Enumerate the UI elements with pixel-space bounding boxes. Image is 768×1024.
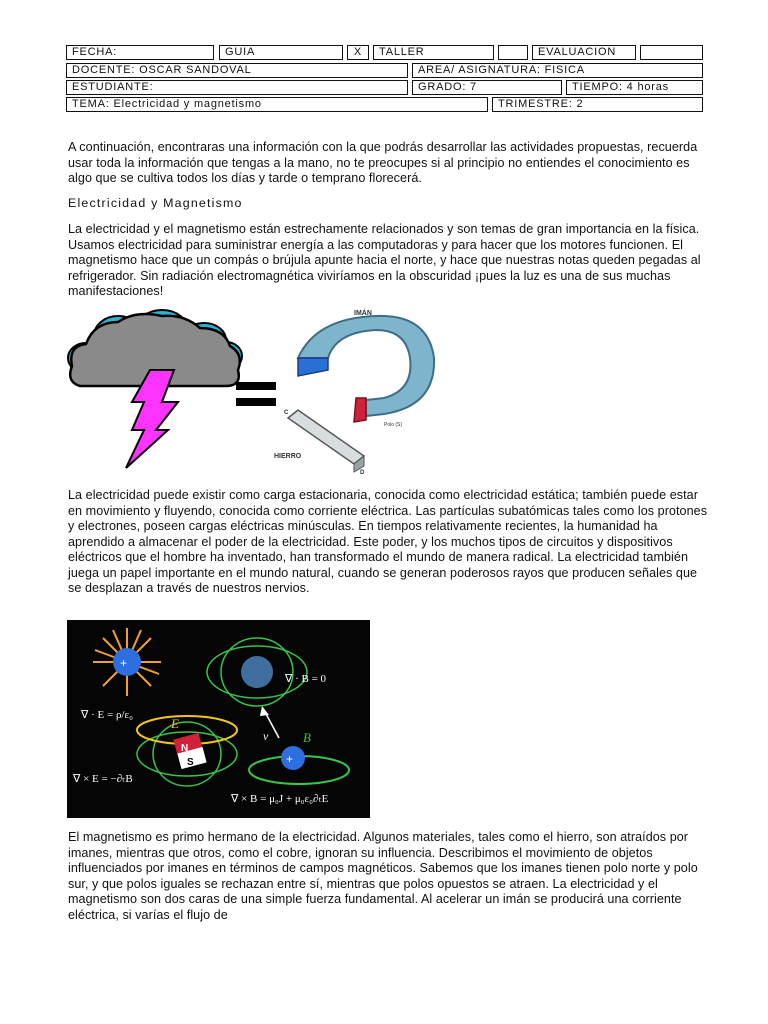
label-e: E [171,716,179,731]
tiempo-cell: TIEMPO: 4 horas [566,80,703,95]
paragraph-1: La electricidad y el magnetismo están estrechamente relacionados y son temas de gran importancia en la física. Usamos electricidad para suministrar energía a las computadoras y para hacer que los motores funcionen. El magnetismo hace que un compás o brújula apunte hacia el norte, y hace que nuestras notas queden pegadas al refrigerador. Sin radiación electromagnética viviríamos en la obscuridad ¡pues la luz es una de sus muchas manifestaciones! [68,222,701,298]
equation-curl-e: ∇ × E = −∂ₜB [73,773,133,785]
section-title: Electricidad y Magnetismo [68,196,243,210]
taller-cell: TALLER [373,45,494,60]
docente-cell: DOCENTE: OSCAR SANDOVAL [66,63,408,78]
intro-paragraph: A continuación, encontraras una información con la que podrás desarrollar las actividades propuestas, recuerda usar toda la información que tengas a la mano, no te preocupes si al principio no entiendes el conocimiento es algo que se cultiva todos los días y tarde o temprano florecerá. [68,140,698,185]
label-hierro: HIERRO [274,453,302,460]
paragraph-3: El magnetismo es primo hermano de la electricidad. Algunos materiales, tales como el hierro, son atraídos por imanes, mientras que otros, como el cobre, ignoran su influencia. Describimos el movimiento de objetos influenciados por imanes en términos de campos magnéticos. Sabemos que los imanes tienen polo norte y polo sur, y que polos iguales se rechazan entre sí, mientras que polos opuestos se atraen. La electricidad y el magnetismo son dos caras de una simple fuerza fundamental. Al acelerar un imán se producirá una corriente eléctrica, si varías el flujo de [68,830,698,922]
label-iman: IMÁN [354,310,372,317]
maxwell-equations-figure [67,620,370,818]
label-polo: Polo (S) [384,422,403,428]
label-s: S [187,757,194,768]
area-cell: AREA/ ASIGNATURA: FISICA [412,63,703,78]
equation-curl-b: ∇ × B = μ₀J + μ₀ε₀∂ₜE [231,793,329,805]
equation-div-b: ∇ · B = 0 [285,673,327,685]
evaluacion-cell: EVALUACION [532,45,636,60]
grado-cell: GRADO: 7 [412,80,562,95]
taller-mark-cell [498,45,528,60]
tema-cell: TEMA: Electricidad y magnetismo [66,97,488,112]
horseshoe-magnet-icon [298,316,434,422]
evaluacion-mark-cell [640,45,703,60]
guia-mark-cell: X [347,45,369,60]
label-b: B [303,730,311,745]
fecha-cell: FECHA: [66,45,214,60]
svg-text:+: + [286,752,294,766]
iron-bar-icon [288,410,364,472]
charge-icon [93,628,161,696]
equation-div-e: ∇ · E = ρ/ε₀ [81,709,133,721]
equals-sign-top [236,382,276,390]
equals-sign-bottom [236,398,276,406]
guia-cell: GUIA [219,45,343,60]
svg-text:+: + [120,656,128,670]
label-v: v [263,729,269,743]
label-d: D [360,470,365,476]
estudiante-cell: ESTUDIANTE: [66,80,408,95]
lightning-magnet-figure [66,306,446,478]
label-c: C [284,410,289,416]
paragraph-2: La electricidad puede existir como carga estacionaria, conocida como electricidad estática; también puede estar en movimiento y fluyendo, conocida como corriente eléctrica. Las partículas subatómicas tales como los protones y electrones, poseen cargas eléctricas minúsculas. En tiempos relativamente recientes, la humanidad ha aprendido a almacenar el poder de la electricidad. Este poder, y los muchos tipos de circuitos y dispositivos eléctricos que el hombre ha inventado, han transformado el mundo de manera radical. La electricidad también juega un papel importante en el mundo natural, cuando se generan poderosos rayos que producen señales que se desplazan a través de nuestros nervios. [68,488,708,595]
label-n: N [181,743,189,754]
trimestre-cell: TRIMESTRE: 2 [492,97,703,112]
